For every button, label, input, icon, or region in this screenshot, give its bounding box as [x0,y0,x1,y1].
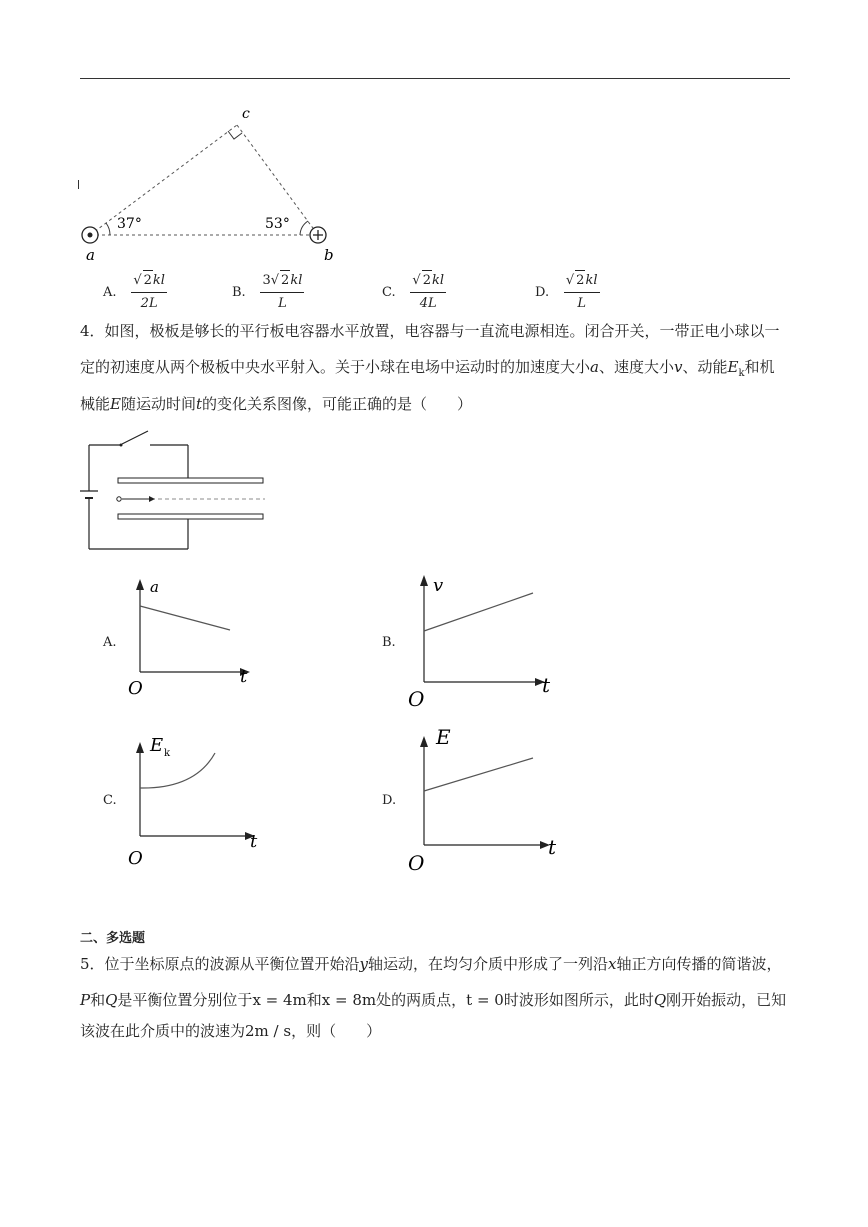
q3-option-b[interactable] [232,270,304,314]
graph-d[interactable] [400,718,575,878]
point-b-label: b [324,246,334,264]
triangle-diagram [70,100,360,270]
ball-icon [117,497,121,501]
option-fraction: $\frac{√ 2kl}{4L}$ [410,270,446,314]
graph-a-origin: O [128,678,143,697]
graph-a-letter: A. [103,635,117,650]
right-angle-mark [228,131,242,139]
option-fraction: $\frac{3√ 2kl}{L}$ [260,270,304,314]
graph-c-ylabel: E [150,735,164,756]
q4-line-1: 4．如图，极板是够长的平行板电容器水平放置，电容器与一直流电源相连。闭合开关，一带正电小球以一 [80,322,780,340]
point-a-label: a [86,246,95,264]
arrow-icon [149,496,155,502]
graph-c-letter: C. [103,793,117,808]
q5-line-1: 5．位于坐标原点的波源从平衡位置开始沿y轴运动，在均匀介质中形成了一列沿x轴正方向传播的简谐波， [80,955,782,973]
graph-b-xlabel: t [542,673,551,697]
graph-c-origin: O [128,848,143,868]
graph-a-ylabel: a [150,578,159,596]
graph-c-ylabel-sub: k [164,748,171,759]
graph-b[interactable] [400,564,570,709]
option-letter: C. [382,285,396,300]
graph-b-origin: O [408,687,425,709]
option-letter: A. [103,285,117,300]
bottom-plate [118,514,263,519]
angle-arc-b [300,221,308,235]
section-title: 二、多选题 [80,931,146,946]
graph-a-curve [140,606,230,630]
option-letter: B. [232,285,246,300]
margin-tick [78,180,79,189]
graph-b-ylabel: v [433,575,444,596]
graph-d-curve [424,758,533,791]
q5-line-2: P和Q是平衡位置分别位于x = 4m和x = 8m处的两质点，t = 0时波形如图所示，此时Q刚开始振动，已知 [80,991,787,1009]
point-c-label: c [242,106,250,122]
graph-c[interactable] [120,723,280,868]
graph-a[interactable] [120,572,280,697]
q3-option-c[interactable] [382,270,446,314]
side-ac [90,125,237,235]
graph-c-curve [140,753,215,788]
graph-c-xlabel: t [250,831,258,852]
q4-line-3: 械能E随运动时间t的变化关系图像，可能正确的是（ ） [80,395,473,413]
switch-icon [122,431,148,444]
graph-b-letter: B. [382,635,396,650]
graph-d-ylabel: E [436,725,451,749]
header-rule [80,78,790,79]
graph-a-xlabel: t [240,666,248,687]
angle-arc-a [106,223,110,235]
q3-option-d[interactable] [535,270,600,314]
option-fraction: $\frac{√ 2kl}{L}$ [564,270,600,314]
graph-d-origin: O [408,851,425,875]
top-plate [118,478,263,483]
graph-b-curve [424,593,533,631]
capacitor-circuit-diagram [75,425,275,560]
graph-d-xlabel: t [548,835,557,859]
angle-b-label: 53° [265,216,290,232]
angle-a-label: 37° [117,216,142,232]
option-fraction: $\frac{√ 2kl}{2L}$ [131,270,167,314]
q4-line-2: 定的初速度从两个极板中央水平射入。关于小球在电场中运动时的加速度大小a、速度大小v、动能$E_k$和机 [80,358,775,379]
option-letter: D. [535,285,550,300]
graph-d-letter: D. [382,793,397,808]
q5-line-3: 该波在此介质中的波速为2m / s，则（ ） [80,1022,382,1040]
q3-option-a[interactable] [103,270,167,314]
